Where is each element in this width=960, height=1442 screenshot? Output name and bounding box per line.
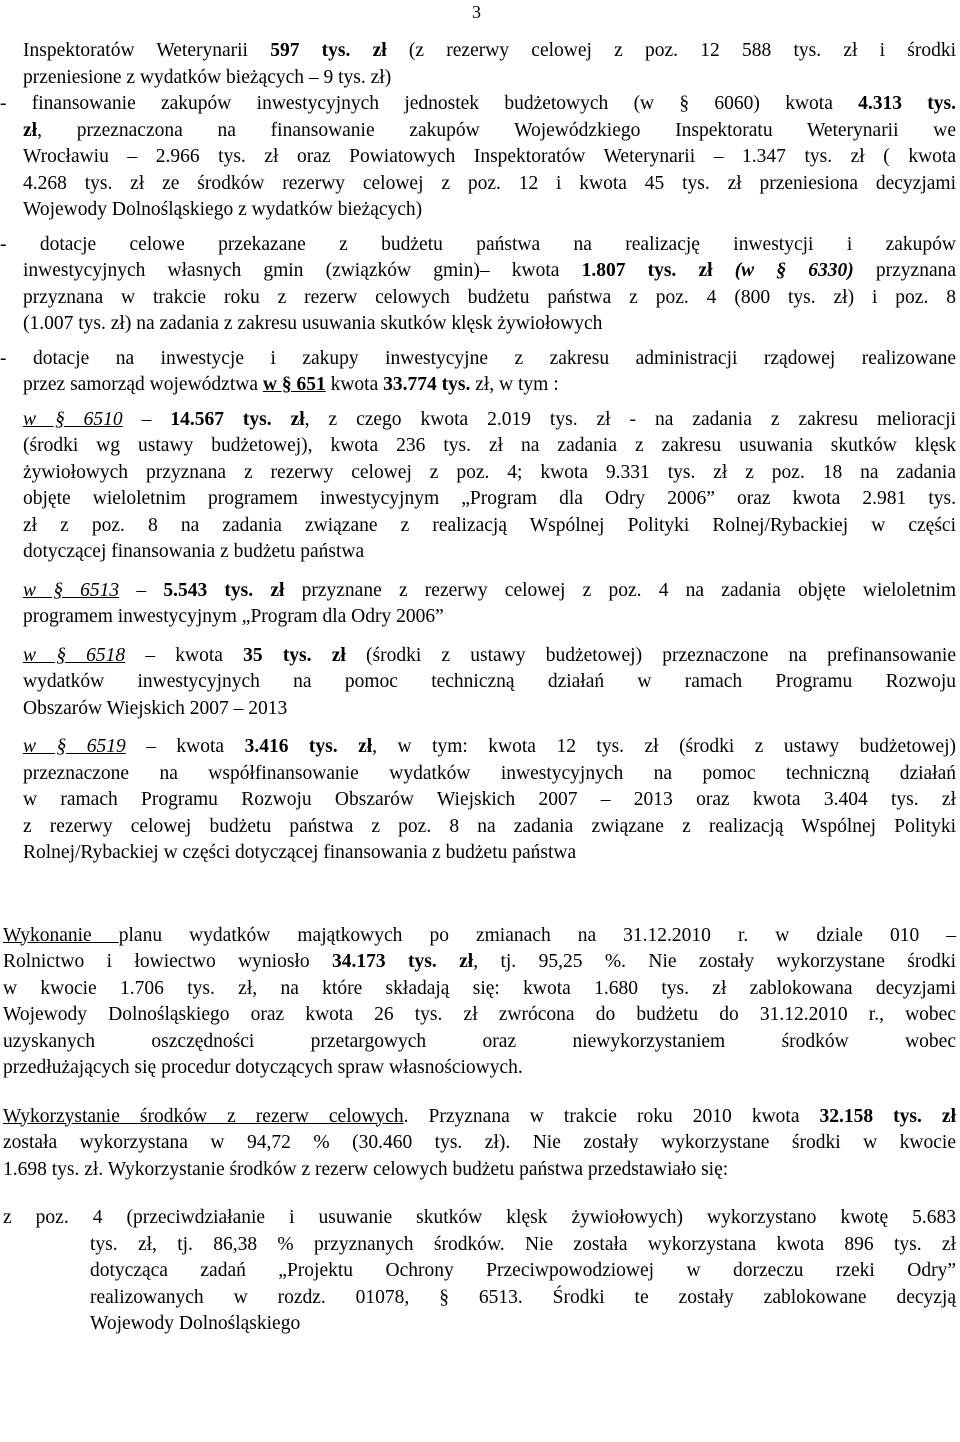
text-line: [23, 311, 956, 338]
text-run: –: [122, 408, 171, 430]
text-run: 33.774 tys.: [383, 374, 471, 395]
text-run: [713, 260, 735, 281]
text-run: w kwocie 1.706 tys. zł, na które składają się: kwota 1.680 tys. zł zablokowana decyzjami: [3, 977, 956, 999]
text-run: Wojewody Dolnośląskiego z wydatków bieżących): [23, 199, 423, 220]
text-run: przyznane z rezerwy celowej z poz. 4 na zadania objęte wieloletnim: [284, 579, 957, 601]
text-line: [23, 285, 956, 312]
text-run: przedłużających się procedur dotyczących spraw własnościowych.: [3, 1057, 523, 1078]
list-item: [0, 91, 956, 224]
text-line: [23, 696, 956, 723]
paragraph-6518: [0, 643, 956, 723]
text-run: Wojewody Dolnośląskiego oraz kwota 26 tys. zł zwrócona do budżetu do 31.12.2010 r., wobec: [3, 1004, 956, 1025]
text-run: w § 6513: [23, 579, 120, 601]
text-run: programem inwestycyjnym „Program dla Odry 2006”: [23, 606, 444, 627]
text-run: Obszarów Wiejskich 2007 – 2013: [23, 697, 288, 719]
text-run: zł: [23, 119, 38, 141]
list-item: [0, 346, 956, 399]
text-line: [3, 1205, 956, 1232]
text-line: [90, 1258, 956, 1285]
text-run: planu wydatków majątkowych po zmianach na 31.12.2010 r. w dziale 010 –: [118, 924, 956, 946]
text-line: [23, 38, 956, 65]
text-run: zł z poz. 8 na zadania związane z realizacją Wspólnej Polityki Rolnej/Rybackiej w części: [23, 514, 956, 536]
text-run: dotyczącej finansowania z budżetu państwa: [23, 541, 365, 562]
text-run: Wykorzystanie środków z rezerw celowych: [3, 1105, 404, 1127]
text-line: [23, 761, 956, 788]
text-run: 4.268 tys. zł ze środków rezerwy celowej z poz. 12 i kwota 45 tys. zł przeniesiona decyzjami: [23, 172, 956, 194]
text-run: przyznana w trakcie roku z rezerw celowych budżetu państwa z poz. 4 (800 tys. zł) i poz. 8: [23, 286, 956, 308]
paragraph-wykonanie: [0, 923, 956, 1082]
text-run: przyznana: [853, 260, 956, 281]
paragraph-6510: [0, 407, 956, 566]
text-line: [23, 734, 956, 761]
text-run: przeznaczone na współfinansowanie wydatków inwestycyjnych na pomoc techniczną działań: [23, 762, 956, 784]
text-run: , z czego kwota 2.019 tys. zł - na zadania z zakresu melioracji: [304, 408, 956, 430]
paragraph: [0, 38, 956, 91]
text-run: przeniesione z wydatków bieżących – 9 tys. zł): [23, 66, 392, 88]
text-run: w ramach Programu Rozwoju Obszarów Wiejskich 2007 – 2013 oraz kwota 3.404 tys. zł: [23, 789, 956, 810]
text-run: (z rezerwy celowej z poz. 12 588 tys. zł i środki: [386, 40, 957, 61]
paragraph-6513: [0, 578, 956, 631]
text-run: . Przyznana w trakcie roku 2010 kwota: [403, 1105, 820, 1127]
text-line: [23, 144, 956, 171]
text-run: realizowanych w rozdz. 01078, § 6513. Środki te zostały zablokowane decyzją: [90, 1286, 956, 1308]
text-line: [23, 643, 956, 670]
text-line: [23, 258, 956, 285]
text-line: [90, 1285, 956, 1312]
text-line: [3, 1055, 956, 1082]
text-run: (środki z ustawy budżetowej) przeznaczone na prefinansowanie: [345, 644, 956, 666]
text-line: [0, 232, 956, 259]
text-line: [3, 1029, 956, 1056]
text-run: Wojewody Dolnośląskiego: [90, 1313, 301, 1334]
text-line: [23, 460, 956, 487]
text-line: [23, 407, 956, 434]
text-run: Wykonanie: [3, 924, 119, 946]
text-run: inwestycyjnych własnych gmin (związków gmin)– kwota: [23, 260, 582, 281]
text-run: w § 6518: [23, 644, 126, 666]
text-run: w § 6519: [23, 736, 126, 757]
text-line: [23, 65, 956, 92]
text-run: w § 651: [262, 374, 326, 395]
text-run: –: [119, 579, 164, 601]
text-line: [23, 840, 956, 867]
text-line: [23, 433, 956, 460]
text-line: [23, 814, 956, 841]
text-line: [3, 923, 956, 950]
text-run: została wykorzystana w 94,72 % (30.460 tys. zł). Nie zostały wykorzystane środki w kwocie: [3, 1132, 956, 1153]
text-line: [23, 787, 956, 814]
text-run: żywiołowych przyznana z rezerwy celowej z poz. 4; kwota 9.331 tys. zł z poz. 18 na zadania: [23, 461, 956, 483]
text-run: Rolnej/Rybackiej w części dotyczącej finansowania z budżetu państwa: [23, 842, 577, 863]
text-line: [23, 669, 956, 696]
text-run: - dotacje celowe przekazane z budżetu państwa na realizację inwestycji i zakupów: [0, 233, 956, 255]
text-line: [23, 604, 956, 631]
text-run: Inspektoratów Weterynarii: [23, 40, 271, 61]
document-page: [0, 38, 960, 1338]
text-line: [90, 1311, 956, 1338]
text-run: wydatków inwestycyjnych na pomoc techniczną działań w ramach Programu Rozwoju: [23, 671, 956, 692]
text-run: Wrocławiu – 2.966 tys. zł oraz Powiatowych Inspektoratów Weterynarii – 1.347 tys. zł ( kwota: [23, 146, 956, 167]
text-line: [23, 539, 956, 566]
text-run: 5.543 tys. zł: [163, 579, 285, 601]
text-run: 14.567 tys. zł: [170, 408, 305, 430]
text-run: dotycząca zadań „Projektu Ochrony Przeciwpowodziowej w dorzeczu rzeki Odry”: [90, 1260, 956, 1281]
text-run: Rolnictwo i łowiectwo wyniosło: [3, 951, 332, 972]
text-line: [23, 197, 956, 224]
paragraph-poz4: [0, 1205, 956, 1338]
text-run: (1.007 tys. zł) na zadania z zakresu usuwania skutków klęsk żywiołowych: [23, 313, 603, 334]
text-run: 3.416 tys. zł: [244, 736, 373, 757]
text-run: 597 tys. zł: [270, 40, 387, 61]
text-line: [23, 372, 956, 399]
text-line: [23, 513, 956, 540]
text-line: [0, 346, 956, 373]
text-line: [3, 976, 956, 1003]
text-run: 1.698 tys. zł. Wykorzystanie środków z rezerw celowych budżetu państwa przedstawiało się:: [3, 1158, 729, 1180]
text-run: kwota: [325, 374, 384, 395]
list-item: [0, 232, 956, 338]
text-run: , tj. 95,25 %. Nie zostały wykorzystane środki: [473, 951, 957, 972]
text-line: [3, 1130, 956, 1157]
text-run: - finansowanie zakupów inwestycyjnych jednostek budżetowych (w § 6060) kwota: [0, 93, 859, 114]
text-run: 34.173 tys. zł: [332, 951, 474, 972]
text-line: [3, 1157, 956, 1184]
text-run: 35 tys. zł: [243, 644, 346, 666]
text-run: , w tym: kwota 12 tys. zł (środki z ustawy budżetowej): [372, 736, 957, 757]
text-line: [23, 171, 956, 198]
text-run: 4.313 tys.: [858, 93, 956, 114]
text-line: [3, 1002, 956, 1029]
text-run: objęte wieloletnim programem inwestycyjnym „Program dla Odry 2006” oraz kwota 2.981 tys.: [23, 488, 956, 509]
text-run: przez samorząd województwa: [23, 374, 263, 395]
text-line: [23, 486, 956, 513]
text-run: zł, w tym :: [470, 374, 559, 395]
text-line: [90, 1232, 956, 1259]
paragraph-rezerwy: [0, 1104, 956, 1184]
text-run: z rezerwy celowej budżetu państwa z poz. 8 na zadania związane z realizacją Wspólnej Polityki: [23, 815, 956, 837]
text-line: [23, 118, 956, 145]
page-number: 3: [472, 2, 481, 22]
text-run: 1.807 tys. zł: [581, 260, 713, 281]
text-run: (w § 6330): [734, 260, 854, 281]
text-line: [0, 91, 956, 118]
text-run: , przeznaczona na finansowanie zakupów Wojewódzkiego Inspektoratu Weterynarii we: [37, 119, 956, 141]
paragraph-6519: [0, 734, 956, 867]
text-run: z poz. 4 (przeciwdziałanie i usuwanie skutków klęsk żywiołowych) wykorzystano kwotę 5.683: [3, 1207, 956, 1228]
text-line: [3, 1104, 956, 1131]
text-line: [23, 578, 956, 605]
text-run: tys. zł, tj. 86,38 % przyznanych środków. Nie została wykorzystana kwota 896 tys. zł: [90, 1233, 956, 1255]
text-run: 32.158 tys. zł: [819, 1105, 957, 1127]
text-run: – kwota: [125, 644, 244, 666]
text-run: w § 6510: [23, 408, 123, 430]
text-line: [3, 949, 956, 976]
text-run: – kwota: [125, 736, 245, 757]
text-run: (środki wg ustawy budżetowej), kwota 236 tys. zł na zadania z zakresu usuwania skutków klęsk: [23, 435, 956, 456]
text-run: uzyskanych oszczędności przetargowych oraz niewykorzystaniem środków wobec: [3, 1030, 956, 1052]
text-run: - dotacje na inwestycje i zakupy inwestycyjne z zakresu administracji rządowej realizowane: [0, 347, 956, 369]
